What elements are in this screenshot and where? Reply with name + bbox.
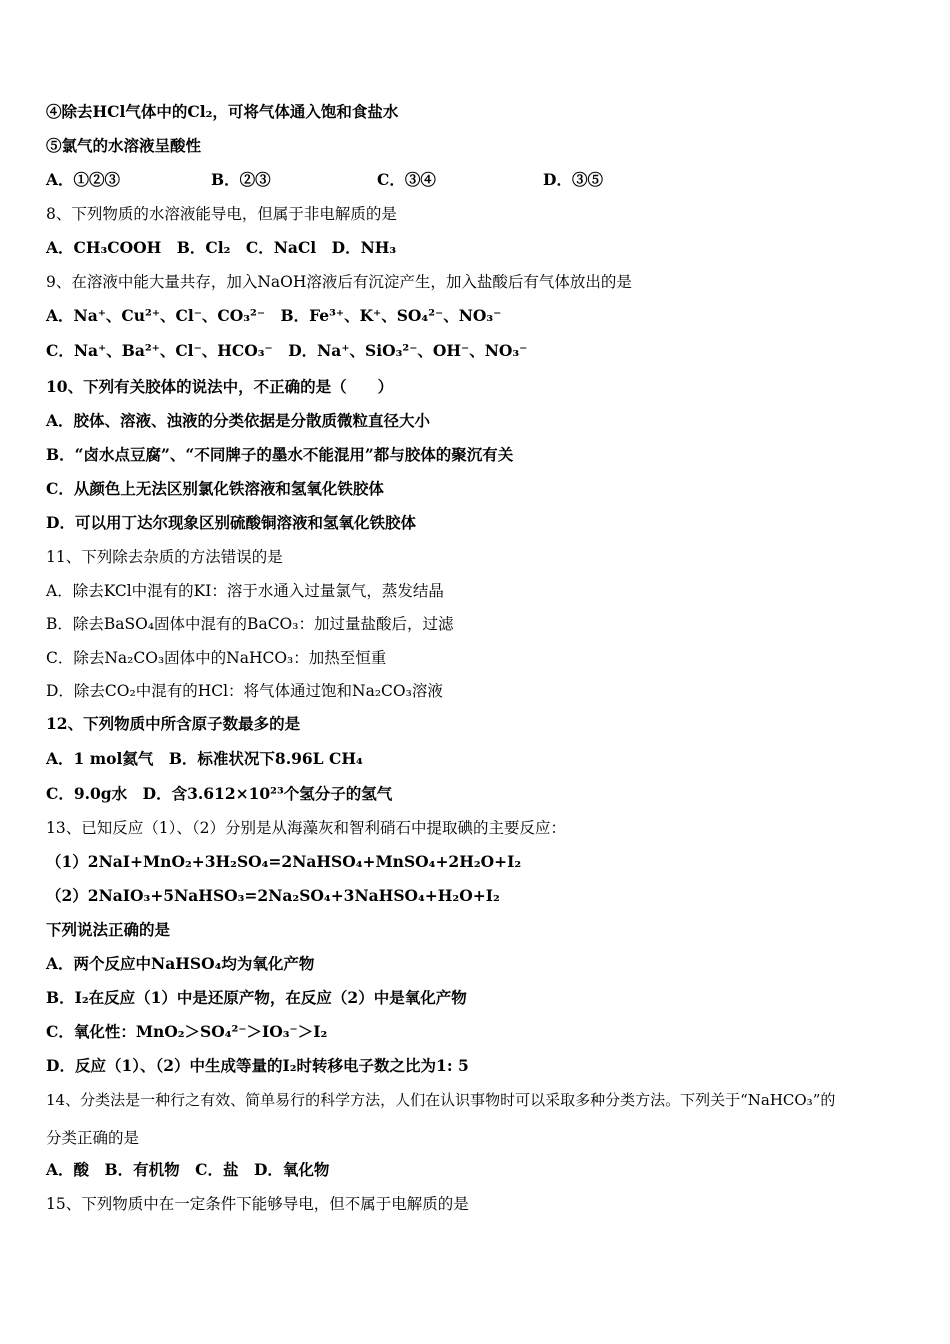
q8-options: A．CH₃COOH B．Cl₂ C．NaCl D．NH₃ [46,238,397,257]
q10-option-d: D．可以用丁达尔现象区别硫酸铜溶液和氢氧化铁胶体 [46,513,416,532]
q14-stem-line-1: 14、分类法是一种行之有效、简单易行的科学方法，人们在认识事物时可以采取多种分类方法。下列关于“NaHCO₃”的 [46,1091,836,1109]
q7-options [46,170,603,190]
q7-item-4: ④除去HCl气体中的Cl₂，可将气体通入饱和食盐水 [46,102,399,121]
q10-stem: 10、下列有关胶体的说法中，不正确的是（ ） [46,377,394,396]
q7-option-b: B．②③ [211,170,271,189]
q13-option-a: A．两个反应中NaHSO₄均为氧化产物 [46,954,315,973]
q9-options-ab: A．Na⁺、Cu²⁺、Cl⁻、CO₃²⁻ B．Fe³⁺、K⁺、SO₄²⁻、NO₃⁻ [46,306,502,325]
q7-option-a: A．①②③ [46,170,121,189]
q7-item-5: ⑤氯气的水溶液呈酸性 [46,136,202,155]
q13-reaction-2: （2）2NaIO₃+5NaHSO₃=2Na₂SO₄+3NaHSO₄+H₂O+I₂ [46,886,500,905]
q9-stem: 9、在溶液中能大量共存，加入NaOH溶液后有沉淀产生，加入盐酸后有气体放出的是 [46,273,632,291]
q13-option-d: D．反应（1）、（2）中生成等量的I₂时转移电子数之比为1: 5 [46,1056,469,1075]
q13-option-c: C．氧化性：MnO₂＞SO₄²⁻＞IO₃⁻＞I₂ [46,1022,328,1041]
q14-options: A．酸 B．有机物 C．盐 D．氧化物 [46,1160,330,1179]
q7-option-d: D．③⑤ [543,170,603,189]
q13-option-b: B．I₂在反应（1）中是还原产物，在反应（2）中是氧化产物 [46,988,467,1007]
q7-option-c: C．③④ [377,170,436,189]
q10-option-b: B．“卤水点豆腐”、“不同牌子的墨水不能混用”都与胶体的聚沉有关 [46,445,514,464]
q11-stem: 11、下列除去杂质的方法错误的是 [46,548,283,566]
q15-stem: 15、下列物质中在一定条件下能够导电，但不属于电解质的是 [46,1195,469,1213]
q13-lead: 下列说法正确的是 [46,920,171,939]
q13-stem: 13、已知反应（1）、（2）分别是从海藻灰和智利硝石中提取碘的主要反应： [46,819,566,837]
q14-stem-line-2: 分类正确的是 [46,1129,140,1147]
q11-option-a: A．除去KCl中混有的KI：溶于水通入过量氯气，蒸发结晶 [46,582,444,600]
q12-options-cd: C．9.0g水 D．含3.612×10²³个氢分子的氢气 [46,784,393,803]
q12-options-ab: A．1 mol氦气 B．标准状况下8.96L CH₄ [46,749,363,768]
q8-stem: 8、下列物质的水溶液能导电，但属于非电解质的是 [46,205,397,223]
q11-option-b: B．除去BaSO₄固体中混有的BaCO₃：加过量盐酸后，过滤 [46,615,454,633]
q10-option-c: C．从颜色上无法区别氯化铁溶液和氢氧化铁胶体 [46,479,384,498]
q10-option-a: A．胶体、溶液、浊液的分类依据是分散质微粒直径大小 [46,411,431,430]
q11-option-c: C．除去Na₂CO₃固体中的NaHCO₃：加热至恒重 [46,649,387,667]
q13-reaction-1: （1）2NaI+MnO₂+3H₂SO₄=2NaHSO₄+MnSO₄+2H₂O+I₂ [46,852,522,871]
q9-options-cd: C．Na⁺、Ba²⁺、Cl⁻、HCO₃⁻ D．Na⁺、SiO₃²⁻、OH⁻、NO₃⁻ [46,341,528,360]
q11-option-d: D．除去CO₂中混有的HCl：将气体通过饱和Na₂CO₃溶液 [46,682,443,700]
q12-stem: 12、下列物质中所含原子数最多的是 [46,714,301,733]
